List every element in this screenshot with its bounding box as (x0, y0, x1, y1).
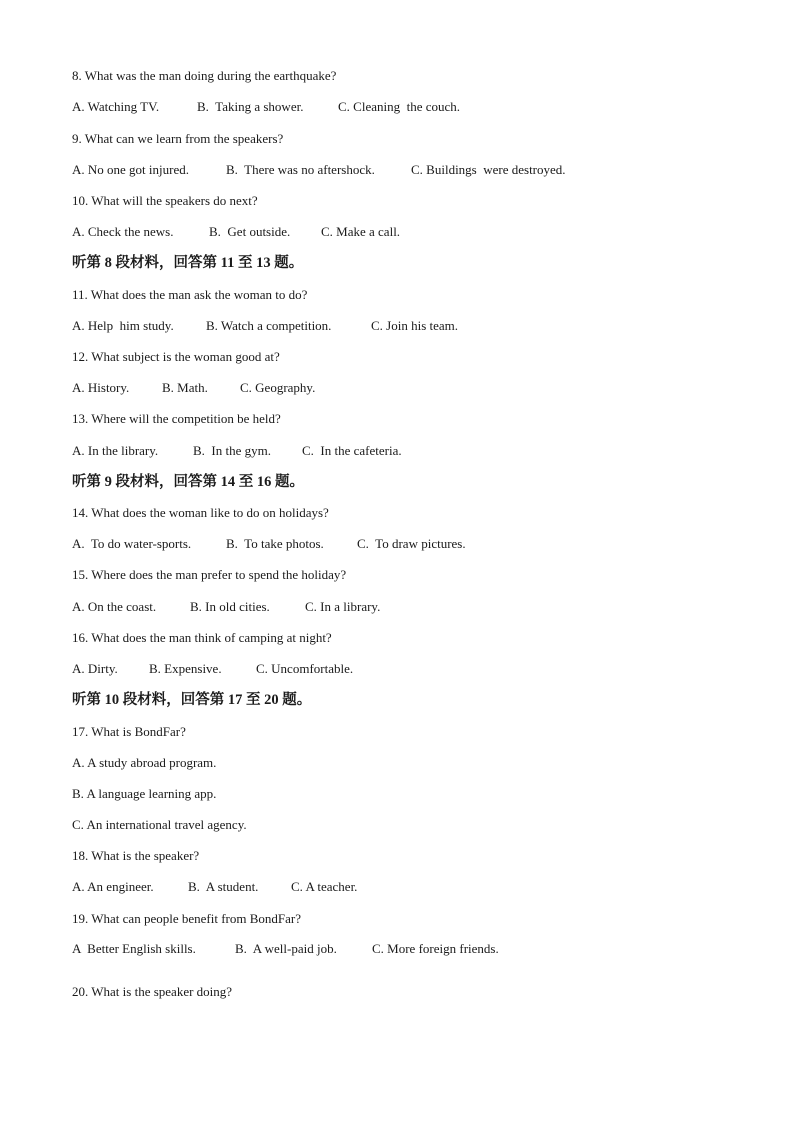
option-b: B. Taking a shower. (197, 99, 304, 114)
option-a: A. On the coast. (72, 599, 157, 614)
question-18: 18. What is the speaker? (72, 848, 200, 863)
option-b: B. A student. (188, 879, 259, 894)
option-b: B. A well-paid job. (235, 941, 337, 956)
section-heading-10: 听第 10 段材料，回答第 17 至 20 题。 (72, 692, 312, 708)
question-13: 13. Where will the competition be held? (72, 411, 281, 426)
question-20: 20. What is the speaker doing? (72, 984, 233, 999)
option-b: B. Watch a competition. (206, 318, 332, 333)
option-a: A. An engineer. (72, 879, 154, 894)
question-16: 16. What does the man think of camping at night? (72, 630, 332, 645)
question-17: 17. What is BondFar? (72, 724, 186, 739)
option-c: C. Make a call. (321, 224, 401, 239)
option-a-q17: A. A study abroad program. (72, 755, 217, 770)
option-a: A. Dirty. (72, 661, 118, 676)
option-a: A. Help him study. (72, 318, 174, 333)
question-9: 9. What can we learn from the speakers? (72, 131, 284, 146)
option-b: B. In old cities. (190, 599, 270, 614)
option-a: A. History. (72, 380, 130, 395)
option-c: C. Uncomfortable. (256, 661, 354, 676)
section-heading-8: 听第 8 段材料，回答第 11 至 13 题。 (72, 255, 304, 271)
question-11: 11. What does the man ask the woman to do? (72, 287, 308, 302)
option-b: B. Expensive. (149, 661, 222, 676)
option-a: A. To do water-sports. (72, 536, 192, 551)
question-19: 19. What can people benefit from BondFar? (72, 911, 301, 926)
option-c: C. In the cafeteria. (302, 443, 402, 458)
option-c: C. Join his team. (371, 318, 459, 333)
option-a: A Better English skills. (72, 941, 196, 956)
option-b: B. To take photos. (226, 536, 324, 551)
option-c: C. A teacher. (291, 879, 358, 894)
option-a: A. Watching TV. (72, 99, 160, 114)
option-b: B. Get outside. (209, 224, 291, 239)
option-c: C. Geography. (240, 380, 316, 395)
option-c: C. In a library. (305, 599, 381, 614)
option-b: B. There was no aftershock. (226, 162, 375, 177)
option-c: C. More foreign friends. (372, 941, 499, 956)
question-10: 10. What will the speakers do next? (72, 193, 258, 208)
option-c-q17: C. An international travel agency. (72, 817, 247, 832)
section-heading-9: 听第 9 段材料，回答第 14 至 16 题。 (72, 474, 304, 490)
question-12: 12. What subject is the woman good at? (72, 349, 280, 364)
option-b: B. In the gym. (193, 443, 271, 458)
option-a: A. Check the news. (72, 224, 174, 239)
option-b-q17: B. A language learning app. (72, 786, 217, 801)
option-b: B. Math. (162, 380, 208, 395)
option-a: A. In the library. (72, 443, 159, 458)
option-c: C. To draw pictures. (357, 536, 466, 551)
option-c: C. Cleaning the couch. (338, 99, 461, 114)
option-a: A. No one got injured. (72, 162, 189, 177)
question-15: 15. Where does the man prefer to spend the holiday? (72, 567, 347, 582)
question-14: 14. What does the woman like to do on holidays? (72, 505, 329, 520)
option-c: C. Buildings were destroyed. (411, 162, 566, 177)
question-8: 8. What was the man doing during the earthquake? (72, 68, 337, 83)
